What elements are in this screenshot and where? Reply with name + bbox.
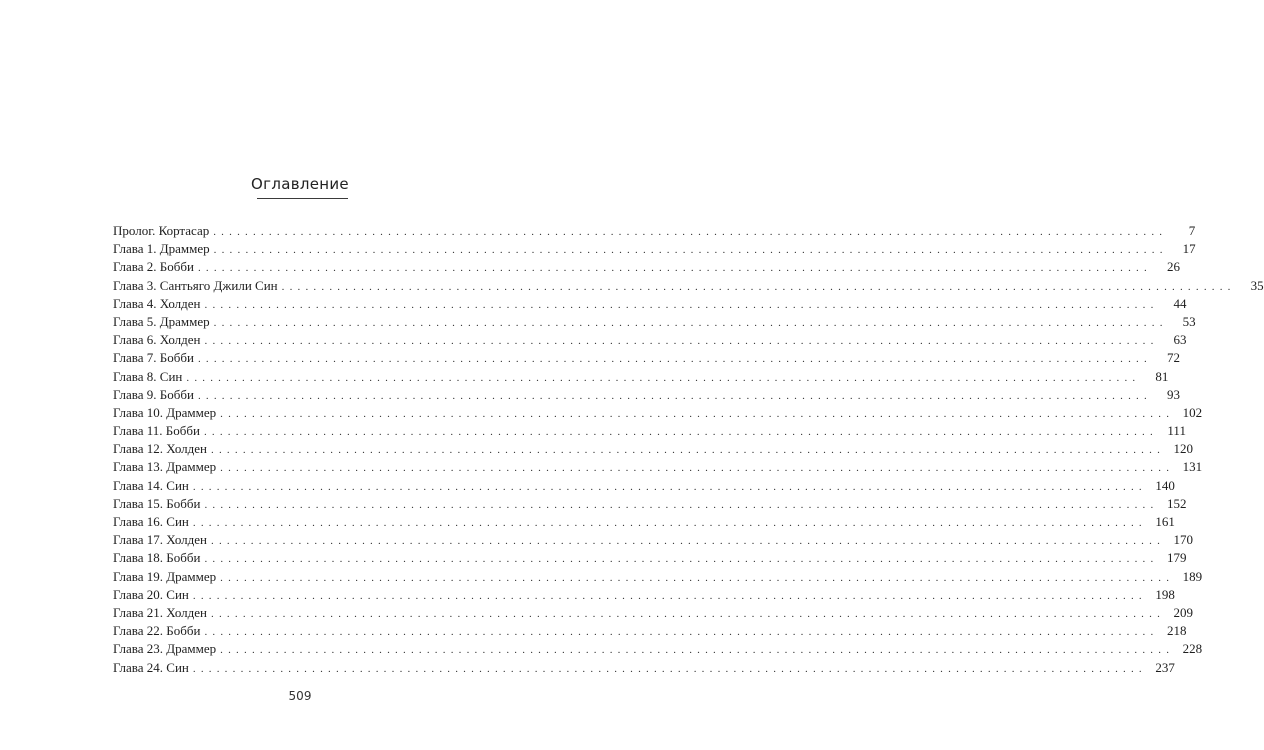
dot-leader: ........................................................................................................................: [220, 407, 1175, 420]
toc-entry-page: 63: [1173, 332, 1187, 348]
toc-entry: [113, 513, 1175, 531]
toc-entry: [113, 622, 1187, 640]
dot-leader: ........................................................................................................................: [220, 462, 1175, 475]
dot-leader: ........................................................................................................................: [211, 607, 1166, 620]
toc-entry-page: 237: [1155, 659, 1175, 675]
heading-underline: [257, 198, 348, 199]
dot-leader: ........................................................................................................................: [204, 553, 1159, 566]
toc-entry-title: Глава 10. Драммер: [113, 404, 217, 420]
toc-entry-page: 93: [1166, 386, 1180, 402]
dot-leader: ........................................................................................................................: [204, 335, 1159, 348]
dot-leader: ........................................................................................................................: [213, 226, 1168, 238]
toc-entry: [113, 313, 1196, 331]
toc-entry: [113, 531, 1194, 549]
toc-entry: [113, 404, 1203, 422]
toc-entry-page: 53: [1182, 313, 1196, 329]
toc-entry: [113, 258, 1180, 276]
toc-entry-page: 170: [1173, 532, 1194, 548]
toc-entry: [113, 659, 1175, 677]
dot-leader: ........................................................................................................................: [197, 389, 1152, 402]
toc-entry-page: 228: [1182, 641, 1203, 657]
toc-entry: [113, 331, 1187, 349]
toc-entry-page: 111: [1167, 423, 1186, 439]
toc-entry-page: 7: [1188, 223, 1196, 238]
toc-entry-page: 152: [1166, 495, 1187, 511]
toc-entry-page: 131: [1182, 459, 1203, 475]
toc-entry-title: Глава 2. Бобби: [113, 259, 194, 275]
toc-heading: Оглавление: [251, 175, 349, 193]
toc-entry-page: 81: [1155, 368, 1169, 384]
dot-leader: ........................................................................................................................: [197, 262, 1152, 275]
toc-entry-title: Глава 16. Син: [113, 514, 189, 529]
toc-entry: [113, 640, 1203, 658]
toc-entry-title: Глава 3. Сантьяго Джили Син: [113, 277, 278, 293]
toc-entry-page: 72: [1166, 350, 1180, 366]
toc-entry-page: 44: [1173, 295, 1187, 311]
dot-leader: ........................................................................................................................: [213, 244, 1168, 257]
dot-leader: ........................................................................................................................: [192, 589, 1147, 602]
dot-leader: ........................................................................................................................: [204, 298, 1159, 311]
dot-leader: ........................................................................................................................: [204, 498, 1159, 511]
toc-entry-title: Глава 7. Бобби: [113, 350, 194, 366]
toc-entry-page: 198: [1155, 586, 1175, 602]
dot-leader: ........................................................................................................................: [211, 444, 1166, 457]
toc-entry-page: 179: [1166, 550, 1187, 566]
toc-entry: [113, 422, 1186, 440]
toc-entry-title: Глава 19. Драммер: [113, 568, 217, 584]
toc-entry-title: Глава 1. Драммер: [113, 241, 210, 257]
toc-entry-title: Пролог. Кортасар: [113, 223, 210, 238]
toc-entry: [113, 604, 1194, 622]
toc-entry-title: Глава 24. Син: [113, 659, 189, 675]
dot-leader: ........................................................................................................................: [203, 426, 1158, 439]
toc-entry-page: 120: [1173, 441, 1194, 457]
toc-entry-page: 209: [1173, 604, 1194, 620]
dot-leader: ........................................................................................................................: [204, 626, 1159, 639]
toc-entry-page: 161: [1155, 514, 1175, 529]
toc-entry: [113, 495, 1187, 513]
toc-entry: [113, 549, 1187, 567]
toc-list: [113, 222, 1264, 677]
dot-leader: ........................................................................................................................: [192, 517, 1147, 529]
toc-entry-page: 189: [1182, 568, 1203, 584]
toc-entry: [113, 386, 1180, 404]
toc-entry-title: Глава 8. Син: [113, 368, 183, 384]
toc-entry-page: 17: [1182, 241, 1196, 257]
dot-leader: ........................................................................................................................: [192, 480, 1147, 493]
toc-entry-title: Глава 5. Драммер: [113, 313, 210, 329]
toc-entry: [113, 568, 1203, 586]
toc-entry: [113, 349, 1180, 367]
toc-entry-page: 26: [1166, 259, 1180, 275]
toc-entry: [113, 240, 1196, 258]
toc-entry: [113, 368, 1169, 386]
toc-entry-title: Глава 18. Бобби: [113, 550, 201, 566]
toc-entry-title: Глава 6. Холден: [113, 332, 201, 348]
toc-entry-page: 35: [1250, 277, 1264, 293]
toc-entry: [113, 458, 1203, 476]
dot-leader: ........................................................................................................................: [211, 535, 1166, 548]
toc-entry-page: 102: [1182, 404, 1203, 420]
toc-entry-title: Глава 11. Бобби: [113, 423, 200, 439]
toc-entry-title: Глава 23. Драммер: [113, 641, 217, 657]
toc-entry-title: Глава 22. Бобби: [113, 623, 201, 639]
toc-entry-page: 140: [1155, 477, 1175, 493]
dot-leader: ........................................................................................................................: [281, 280, 1236, 293]
toc-entry: [113, 295, 1187, 313]
toc-entry: [113, 277, 1264, 295]
dot-leader: ........................................................................................................................: [197, 353, 1152, 366]
dot-leader: ........................................................................................................................: [213, 316, 1168, 329]
toc-entry-title: Глава 4. Холден: [113, 295, 201, 311]
toc-entry-title: Глава 14. Син: [113, 477, 189, 493]
toc-entry-title: Глава 12. Холден: [113, 441, 208, 457]
dot-leader: ........................................................................................................................: [186, 371, 1141, 384]
dot-leader: ........................................................................................................................: [220, 644, 1175, 657]
toc-entry-title: Глава 21. Холден: [113, 604, 208, 620]
toc-entry: [113, 440, 1194, 458]
toc-entry: [113, 477, 1175, 495]
page-number: 509: [288, 689, 312, 703]
toc-entry-page: 218: [1166, 623, 1187, 639]
toc-entry-title: Глава 13. Драммер: [113, 459, 217, 475]
dot-leader: ........................................................................................................................: [220, 571, 1175, 584]
toc-entry: [113, 222, 1196, 240]
toc-entry-title: Глава 17. Холден: [113, 532, 208, 548]
toc-entry: [113, 586, 1175, 604]
toc-entry-title: Глава 20. Син: [113, 586, 189, 602]
toc-entry-title: Глава 9. Бобби: [113, 386, 194, 402]
toc-entry-title: Глава 15. Бобби: [113, 495, 201, 511]
dot-leader: ........................................................................................................................: [192, 662, 1147, 675]
